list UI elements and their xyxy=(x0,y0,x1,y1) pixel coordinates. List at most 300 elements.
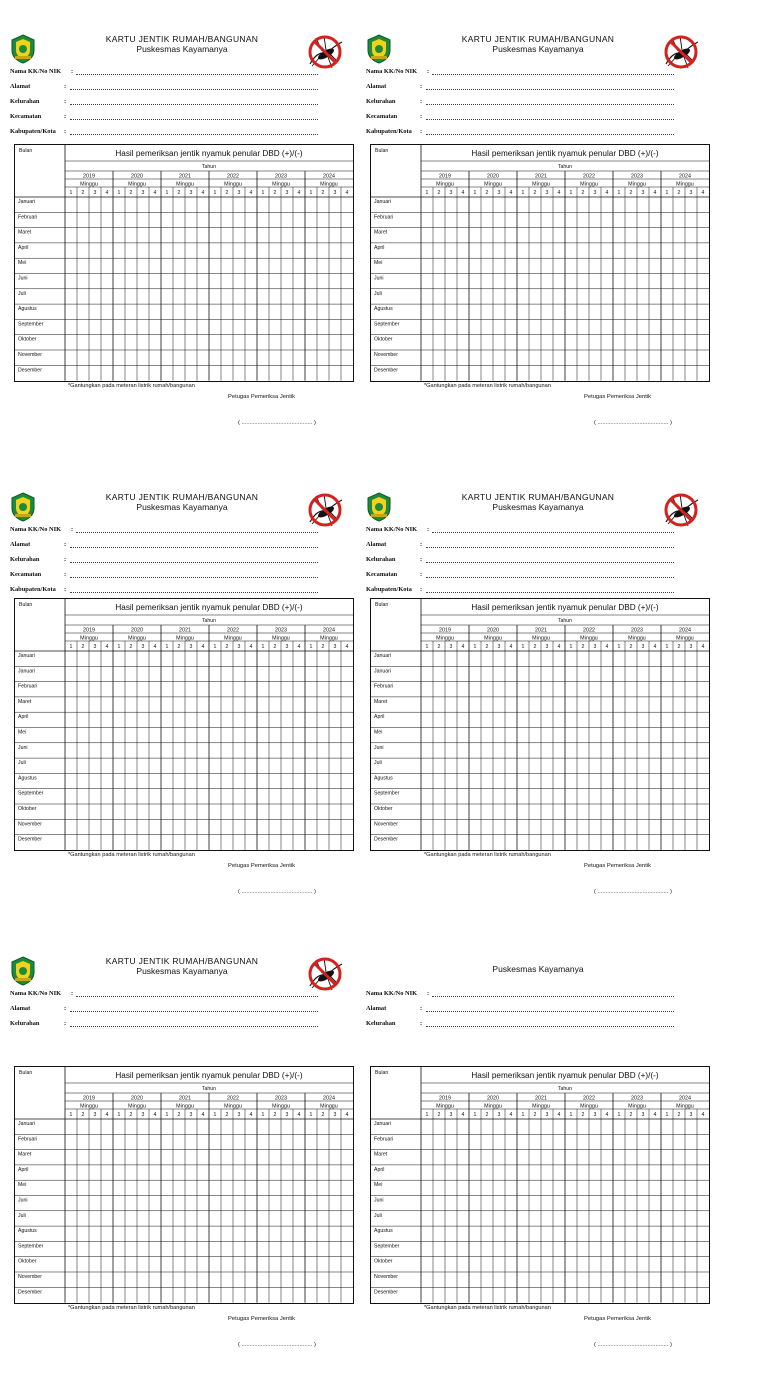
week-number: 3 xyxy=(449,643,453,650)
month-label: September xyxy=(374,1243,400,1250)
week-number: 2 xyxy=(129,1111,133,1118)
field-dotted-line xyxy=(70,134,318,135)
hanging-note: *Gantungkan pada meteran listrik rumah/bangunan xyxy=(68,382,195,389)
field-label: Kelurahan xyxy=(366,98,396,105)
field-dotted-line xyxy=(70,562,318,563)
field-colon: : xyxy=(420,586,423,593)
month-label: Juni xyxy=(18,744,28,751)
field-dotted-line xyxy=(70,119,318,120)
week-number: 1 xyxy=(617,1111,621,1118)
identity-fields xyxy=(10,68,350,143)
week-number: 4 xyxy=(297,189,301,196)
month-label: April xyxy=(374,244,385,251)
month-label: Juni xyxy=(18,275,28,282)
week-number: 2 xyxy=(581,1111,585,1118)
week-number: 1 xyxy=(165,1111,169,1118)
week-number: 4 xyxy=(605,189,609,196)
week-number: 1 xyxy=(261,643,265,650)
month-label: Desember xyxy=(374,836,398,843)
identity-field xyxy=(366,113,706,128)
field-label: Kelurahan xyxy=(366,556,396,563)
year-label: 2023 xyxy=(275,173,287,180)
field-dotted-line xyxy=(76,996,318,997)
field-label: Nama KK/No NIK xyxy=(10,990,62,997)
month-label: November xyxy=(18,821,42,828)
week-number: 1 xyxy=(617,643,621,650)
week-number: 4 xyxy=(345,1111,349,1118)
identity-field xyxy=(10,83,350,98)
card-subtitle: Puskesmas Kayamanya xyxy=(136,966,228,976)
hanging-note: *Gantungkan pada meteran listrik rumah/bangunan xyxy=(424,851,551,858)
petugas-label: Petugas Pemeriksa Jentik xyxy=(584,1315,652,1322)
year-label: 2024 xyxy=(323,627,335,634)
week-number: 3 xyxy=(497,189,501,196)
inspection-table xyxy=(370,1066,710,1304)
week-number: 1 xyxy=(425,1111,429,1118)
month-label: Agustus xyxy=(374,306,393,313)
identity-field xyxy=(10,990,350,1005)
year-label: 2023 xyxy=(275,1095,287,1102)
minggu-label: Minggu xyxy=(676,1103,694,1110)
week-number: 1 xyxy=(69,1111,73,1118)
minggu-label: Minggu xyxy=(176,635,194,642)
week-number: 2 xyxy=(485,1111,489,1118)
week-number: 4 xyxy=(249,1111,253,1118)
week-number: 4 xyxy=(557,643,561,650)
minggu-label: Minggu xyxy=(128,635,146,642)
regional-emblem-icon xyxy=(10,492,36,522)
signature-line: ( ............................................ ) xyxy=(238,1341,316,1348)
month-label: November xyxy=(374,351,398,358)
tahun-label: Tahun xyxy=(201,617,217,624)
month-label: Januari xyxy=(374,1120,392,1127)
corner-label: Bulan xyxy=(375,147,389,154)
field-colon: : xyxy=(420,83,423,90)
week-number: 2 xyxy=(273,643,277,650)
minggu-label: Minggu xyxy=(224,181,242,188)
regional-emblem-icon xyxy=(366,34,392,64)
field-colon: : xyxy=(71,990,74,997)
week-number: 3 xyxy=(689,643,693,650)
week-number: 4 xyxy=(297,643,301,650)
month-label: Maret xyxy=(18,229,32,236)
month-label: Mei xyxy=(374,260,383,267)
field-label: Kabupaten/Kota xyxy=(366,128,412,135)
week-number: 1 xyxy=(521,643,525,650)
identity-fields xyxy=(10,526,350,601)
year-label: 2020 xyxy=(131,173,143,180)
month-label: September xyxy=(374,321,400,328)
month-label: Juli xyxy=(18,1212,26,1219)
month-label: Oktober xyxy=(18,1258,37,1265)
week-number: 3 xyxy=(189,1111,193,1118)
week-number: 4 xyxy=(297,1111,301,1118)
week-number: 1 xyxy=(165,189,169,196)
month-label: Agustus xyxy=(374,1228,393,1235)
minggu-label: Minggu xyxy=(676,635,694,642)
minggu-label: Minggu xyxy=(580,1103,598,1110)
year-label: 2023 xyxy=(631,1095,643,1102)
field-colon: : xyxy=(64,83,67,90)
week-number: 1 xyxy=(213,189,217,196)
field-dotted-line xyxy=(432,532,674,533)
minggu-label: Minggu xyxy=(484,1103,502,1110)
week-number: 4 xyxy=(605,643,609,650)
field-dotted-line xyxy=(432,74,674,75)
minggu-label: Minggu xyxy=(580,635,598,642)
corner-label: Bulan xyxy=(375,601,389,608)
year-label: 2022 xyxy=(227,1095,239,1102)
month-label: Juli xyxy=(18,760,26,767)
minggu-label: Minggu xyxy=(272,1103,290,1110)
identity-field xyxy=(366,526,706,541)
week-number: 3 xyxy=(237,189,241,196)
week-number: 2 xyxy=(581,643,585,650)
tahun-label: Tahun xyxy=(557,617,573,624)
week-number: 1 xyxy=(425,643,429,650)
no-mosquito-icon xyxy=(660,490,702,530)
week-number: 2 xyxy=(485,643,489,650)
week-number: 3 xyxy=(497,1111,501,1118)
field-label: Alamat xyxy=(366,83,387,90)
corner-label: Bulan xyxy=(19,1069,33,1076)
identity-field xyxy=(366,556,706,571)
week-number: 4 xyxy=(701,189,705,196)
week-number: 3 xyxy=(545,1111,549,1118)
week-number: 2 xyxy=(177,643,181,650)
week-number: 2 xyxy=(225,189,229,196)
month-label: Mei xyxy=(18,1182,27,1189)
week-number: 3 xyxy=(689,1111,693,1118)
week-number: 3 xyxy=(333,189,337,196)
week-number: 2 xyxy=(677,643,681,650)
year-label: 2019 xyxy=(83,627,95,634)
regional-emblem-icon xyxy=(10,34,36,64)
field-label: Kabupaten/Kota xyxy=(10,128,56,135)
identity-field xyxy=(10,541,350,556)
minggu-label: Minggu xyxy=(628,1103,646,1110)
month-label: September xyxy=(374,790,400,797)
month-label: Mei xyxy=(18,729,27,736)
minggu-label: Minggu xyxy=(320,181,338,188)
month-label: Juli xyxy=(18,290,26,297)
card-subtitle: Puskesmas Kayamanya xyxy=(492,964,584,974)
field-colon: : xyxy=(64,541,67,548)
field-label: Kabupaten/Kota xyxy=(10,586,56,593)
month-label: Januari xyxy=(374,652,392,659)
week-number: 3 xyxy=(449,189,453,196)
week-number: 1 xyxy=(665,189,669,196)
week-number: 2 xyxy=(437,189,441,196)
field-colon: : xyxy=(64,98,67,105)
week-number: 1 xyxy=(69,189,73,196)
year-label: 2021 xyxy=(535,1095,547,1102)
field-dotted-line xyxy=(70,547,318,548)
week-number: 3 xyxy=(641,643,645,650)
week-number: 4 xyxy=(509,189,513,196)
week-number: 4 xyxy=(249,643,253,650)
week-number: 2 xyxy=(533,189,537,196)
week-number: 4 xyxy=(153,1111,157,1118)
identity-field xyxy=(366,68,706,83)
month-label: Oktober xyxy=(374,336,393,343)
minggu-label: Minggu xyxy=(176,181,194,188)
inspection-grid xyxy=(371,145,709,381)
field-dotted-line xyxy=(70,104,318,105)
week-number: 4 xyxy=(461,643,465,650)
week-number: 3 xyxy=(593,189,597,196)
week-number: 3 xyxy=(237,643,241,650)
card-subtitle: Puskesmas Kayamanya xyxy=(492,502,584,512)
field-colon: : xyxy=(71,68,74,75)
week-number: 4 xyxy=(105,189,109,196)
week-number: 1 xyxy=(117,1111,121,1118)
minggu-label: Minggu xyxy=(176,1103,194,1110)
week-number: 1 xyxy=(569,189,573,196)
week-number: 3 xyxy=(449,1111,453,1118)
week-number: 1 xyxy=(117,643,121,650)
month-label: Maret xyxy=(18,698,32,705)
week-number: 4 xyxy=(105,643,109,650)
field-dotted-line xyxy=(70,577,318,578)
year-label: 2019 xyxy=(439,1095,451,1102)
identity-field xyxy=(366,83,706,98)
week-number: 2 xyxy=(629,643,633,650)
month-label: Mei xyxy=(374,1182,383,1189)
week-number: 3 xyxy=(641,1111,645,1118)
table-heading: Hasil pemeriksan jentik nyamuk penular DBD (+)/(-) xyxy=(471,148,659,158)
week-number: 2 xyxy=(273,189,277,196)
week-number: 3 xyxy=(545,189,549,196)
kartu-jentik-card-5 xyxy=(10,954,362,1394)
identity-field xyxy=(10,113,350,128)
year-label: 2019 xyxy=(439,173,451,180)
field-dotted-line xyxy=(426,592,674,593)
field-dotted-line xyxy=(70,89,318,90)
year-label: 2020 xyxy=(487,627,499,634)
week-number: 1 xyxy=(569,643,573,650)
minggu-label: Minggu xyxy=(272,635,290,642)
hanging-note: *Gantungkan pada meteran listrik rumah/bangunan xyxy=(424,382,551,389)
year-label: 2022 xyxy=(583,1095,595,1102)
petugas-label: Petugas Pemeriksa Jentik xyxy=(584,862,652,869)
field-colon: : xyxy=(420,98,423,105)
table-heading: Hasil pemeriksan jentik nyamuk penular DBD (+)/(-) xyxy=(471,1070,659,1080)
field-colon: : xyxy=(420,1020,423,1027)
no-mosquito-icon xyxy=(660,32,702,72)
field-colon: : xyxy=(64,128,67,135)
month-label: Juli xyxy=(374,760,382,767)
week-number: 2 xyxy=(677,189,681,196)
field-label: Alamat xyxy=(10,1005,31,1012)
minggu-label: Minggu xyxy=(436,1103,454,1110)
week-number: 4 xyxy=(701,1111,705,1118)
card-title: KARTU JENTIK RUMAH/BANGUNAN xyxy=(105,492,259,502)
week-number: 2 xyxy=(321,643,325,650)
minggu-label: Minggu xyxy=(320,635,338,642)
petugas-label: Petugas Pemeriksa Jentik xyxy=(228,1315,296,1322)
minggu-label: Minggu xyxy=(128,1103,146,1110)
year-label: 2020 xyxy=(487,1095,499,1102)
month-label: Oktober xyxy=(374,805,393,812)
regional-emblem-icon xyxy=(10,956,36,986)
field-label: Alamat xyxy=(10,541,31,548)
year-label: 2021 xyxy=(179,1095,191,1102)
month-label: Desember xyxy=(18,836,42,843)
field-colon: : xyxy=(420,556,423,563)
month-label: Juni xyxy=(374,744,384,751)
week-number: 1 xyxy=(261,1111,265,1118)
month-label: Desember xyxy=(374,367,398,374)
week-number: 3 xyxy=(93,643,97,650)
week-number: 2 xyxy=(225,1111,229,1118)
field-dotted-line xyxy=(426,119,674,120)
week-number: 2 xyxy=(629,1111,633,1118)
month-label: Januari xyxy=(18,198,36,205)
week-number: 3 xyxy=(285,643,289,650)
field-colon: : xyxy=(420,113,423,120)
week-number: 3 xyxy=(689,189,693,196)
month-label: September xyxy=(18,1243,44,1250)
month-label: Juli xyxy=(374,290,382,297)
identity-fields xyxy=(366,526,706,601)
week-number: 3 xyxy=(141,1111,145,1118)
week-number: 3 xyxy=(93,189,97,196)
minggu-label: Minggu xyxy=(580,181,598,188)
month-label: April xyxy=(18,1166,29,1173)
hanging-note: *Gantungkan pada meteran listrik rumah/bangunan xyxy=(68,1304,195,1311)
month-label: Mei xyxy=(18,260,27,267)
field-label: Kelurahan xyxy=(10,1020,40,1027)
inspection-table xyxy=(14,598,354,851)
petugas-label: Petugas Pemeriksa Jentik xyxy=(228,862,296,869)
minggu-label: Minggu xyxy=(436,635,454,642)
minggu-label: Minggu xyxy=(676,181,694,188)
month-label: Desember xyxy=(374,1289,398,1296)
month-label: Oktober xyxy=(18,336,37,343)
month-label: Januari xyxy=(18,668,36,675)
week-number: 3 xyxy=(545,643,549,650)
minggu-label: Minggu xyxy=(484,635,502,642)
no-mosquito-icon xyxy=(304,490,346,530)
week-number: 2 xyxy=(273,1111,277,1118)
month-label: November xyxy=(374,1273,398,1280)
field-label: Kecamatan xyxy=(366,571,398,578)
week-number: 2 xyxy=(129,643,133,650)
week-number: 2 xyxy=(533,1111,537,1118)
field-colon: : xyxy=(427,990,430,997)
week-number: 4 xyxy=(509,1111,513,1118)
no-mosquito-icon xyxy=(304,954,346,994)
week-number: 1 xyxy=(309,189,313,196)
minggu-label: Minggu xyxy=(532,1103,550,1110)
field-dotted-line xyxy=(76,532,318,533)
field-dotted-line xyxy=(432,996,674,997)
identity-field xyxy=(366,1020,706,1035)
month-label: Maret xyxy=(18,1151,32,1158)
week-number: 1 xyxy=(569,1111,573,1118)
month-label: Juni xyxy=(18,1197,28,1204)
week-number: 2 xyxy=(321,1111,325,1118)
year-label: 2023 xyxy=(631,173,643,180)
week-number: 3 xyxy=(237,1111,241,1118)
month-label: Agustus xyxy=(18,1228,37,1235)
field-label: Nama KK/No NIK xyxy=(10,68,62,75)
corner-label: Bulan xyxy=(19,601,33,608)
identity-field xyxy=(10,556,350,571)
inspection-table xyxy=(14,1066,354,1304)
week-number: 4 xyxy=(461,1111,465,1118)
month-label: November xyxy=(18,1273,42,1280)
field-dotted-line xyxy=(70,1026,318,1027)
field-colon: : xyxy=(427,68,430,75)
week-number: 4 xyxy=(653,1111,657,1118)
kartu-jentik-card-1 xyxy=(10,32,362,472)
week-number: 4 xyxy=(653,189,657,196)
field-label: Kecamatan xyxy=(10,571,42,578)
minggu-label: Minggu xyxy=(80,181,98,188)
card-title: KARTU JENTIK RUMAH/BANGUNAN xyxy=(105,34,259,44)
week-number: 2 xyxy=(81,1111,85,1118)
month-label: Agustus xyxy=(374,775,393,782)
field-label: Alamat xyxy=(366,541,387,548)
inspection-grid xyxy=(15,599,353,850)
week-number: 1 xyxy=(69,643,73,650)
week-number: 4 xyxy=(345,643,349,650)
year-label: 2023 xyxy=(631,627,643,634)
month-label: Februari xyxy=(18,1136,38,1143)
month-label: Februari xyxy=(374,214,394,221)
field-colon: : xyxy=(64,571,67,578)
week-number: 4 xyxy=(509,643,513,650)
year-label: 2021 xyxy=(179,173,191,180)
month-label: Januari xyxy=(374,668,392,675)
week-number: 1 xyxy=(165,643,169,650)
week-number: 2 xyxy=(177,189,181,196)
field-dotted-line xyxy=(70,1011,318,1012)
year-label: 2019 xyxy=(83,1095,95,1102)
week-number: 4 xyxy=(701,643,705,650)
month-label: April xyxy=(374,1166,385,1173)
corner-label: Bulan xyxy=(19,147,33,154)
table-heading: Hasil pemeriksan jentik nyamuk penular DBD (+)/(-) xyxy=(115,148,303,158)
field-label: Kecamatan xyxy=(10,113,42,120)
year-label: 2022 xyxy=(227,627,239,634)
identity-field xyxy=(366,1005,706,1020)
inspection-table xyxy=(14,144,354,382)
week-number: 1 xyxy=(425,189,429,196)
week-number: 2 xyxy=(129,189,133,196)
identity-field xyxy=(10,128,350,143)
week-number: 3 xyxy=(285,1111,289,1118)
week-number: 4 xyxy=(557,1111,561,1118)
field-label: Kelurahan xyxy=(10,556,40,563)
week-number: 1 xyxy=(213,643,217,650)
field-dotted-line xyxy=(426,577,674,578)
card-title: KARTU JENTIK RUMAH/BANGUNAN xyxy=(461,34,615,44)
week-number: 1 xyxy=(473,643,477,650)
month-label: Oktober xyxy=(18,805,37,812)
month-label: Februari xyxy=(18,214,38,221)
identity-fields xyxy=(10,990,350,1035)
field-colon: : xyxy=(420,541,423,548)
field-dotted-line xyxy=(426,104,674,105)
week-number: 2 xyxy=(437,1111,441,1118)
minggu-label: Minggu xyxy=(80,1103,98,1110)
field-label: Kelurahan xyxy=(10,98,40,105)
week-number: 4 xyxy=(557,189,561,196)
year-label: 2020 xyxy=(131,1095,143,1102)
